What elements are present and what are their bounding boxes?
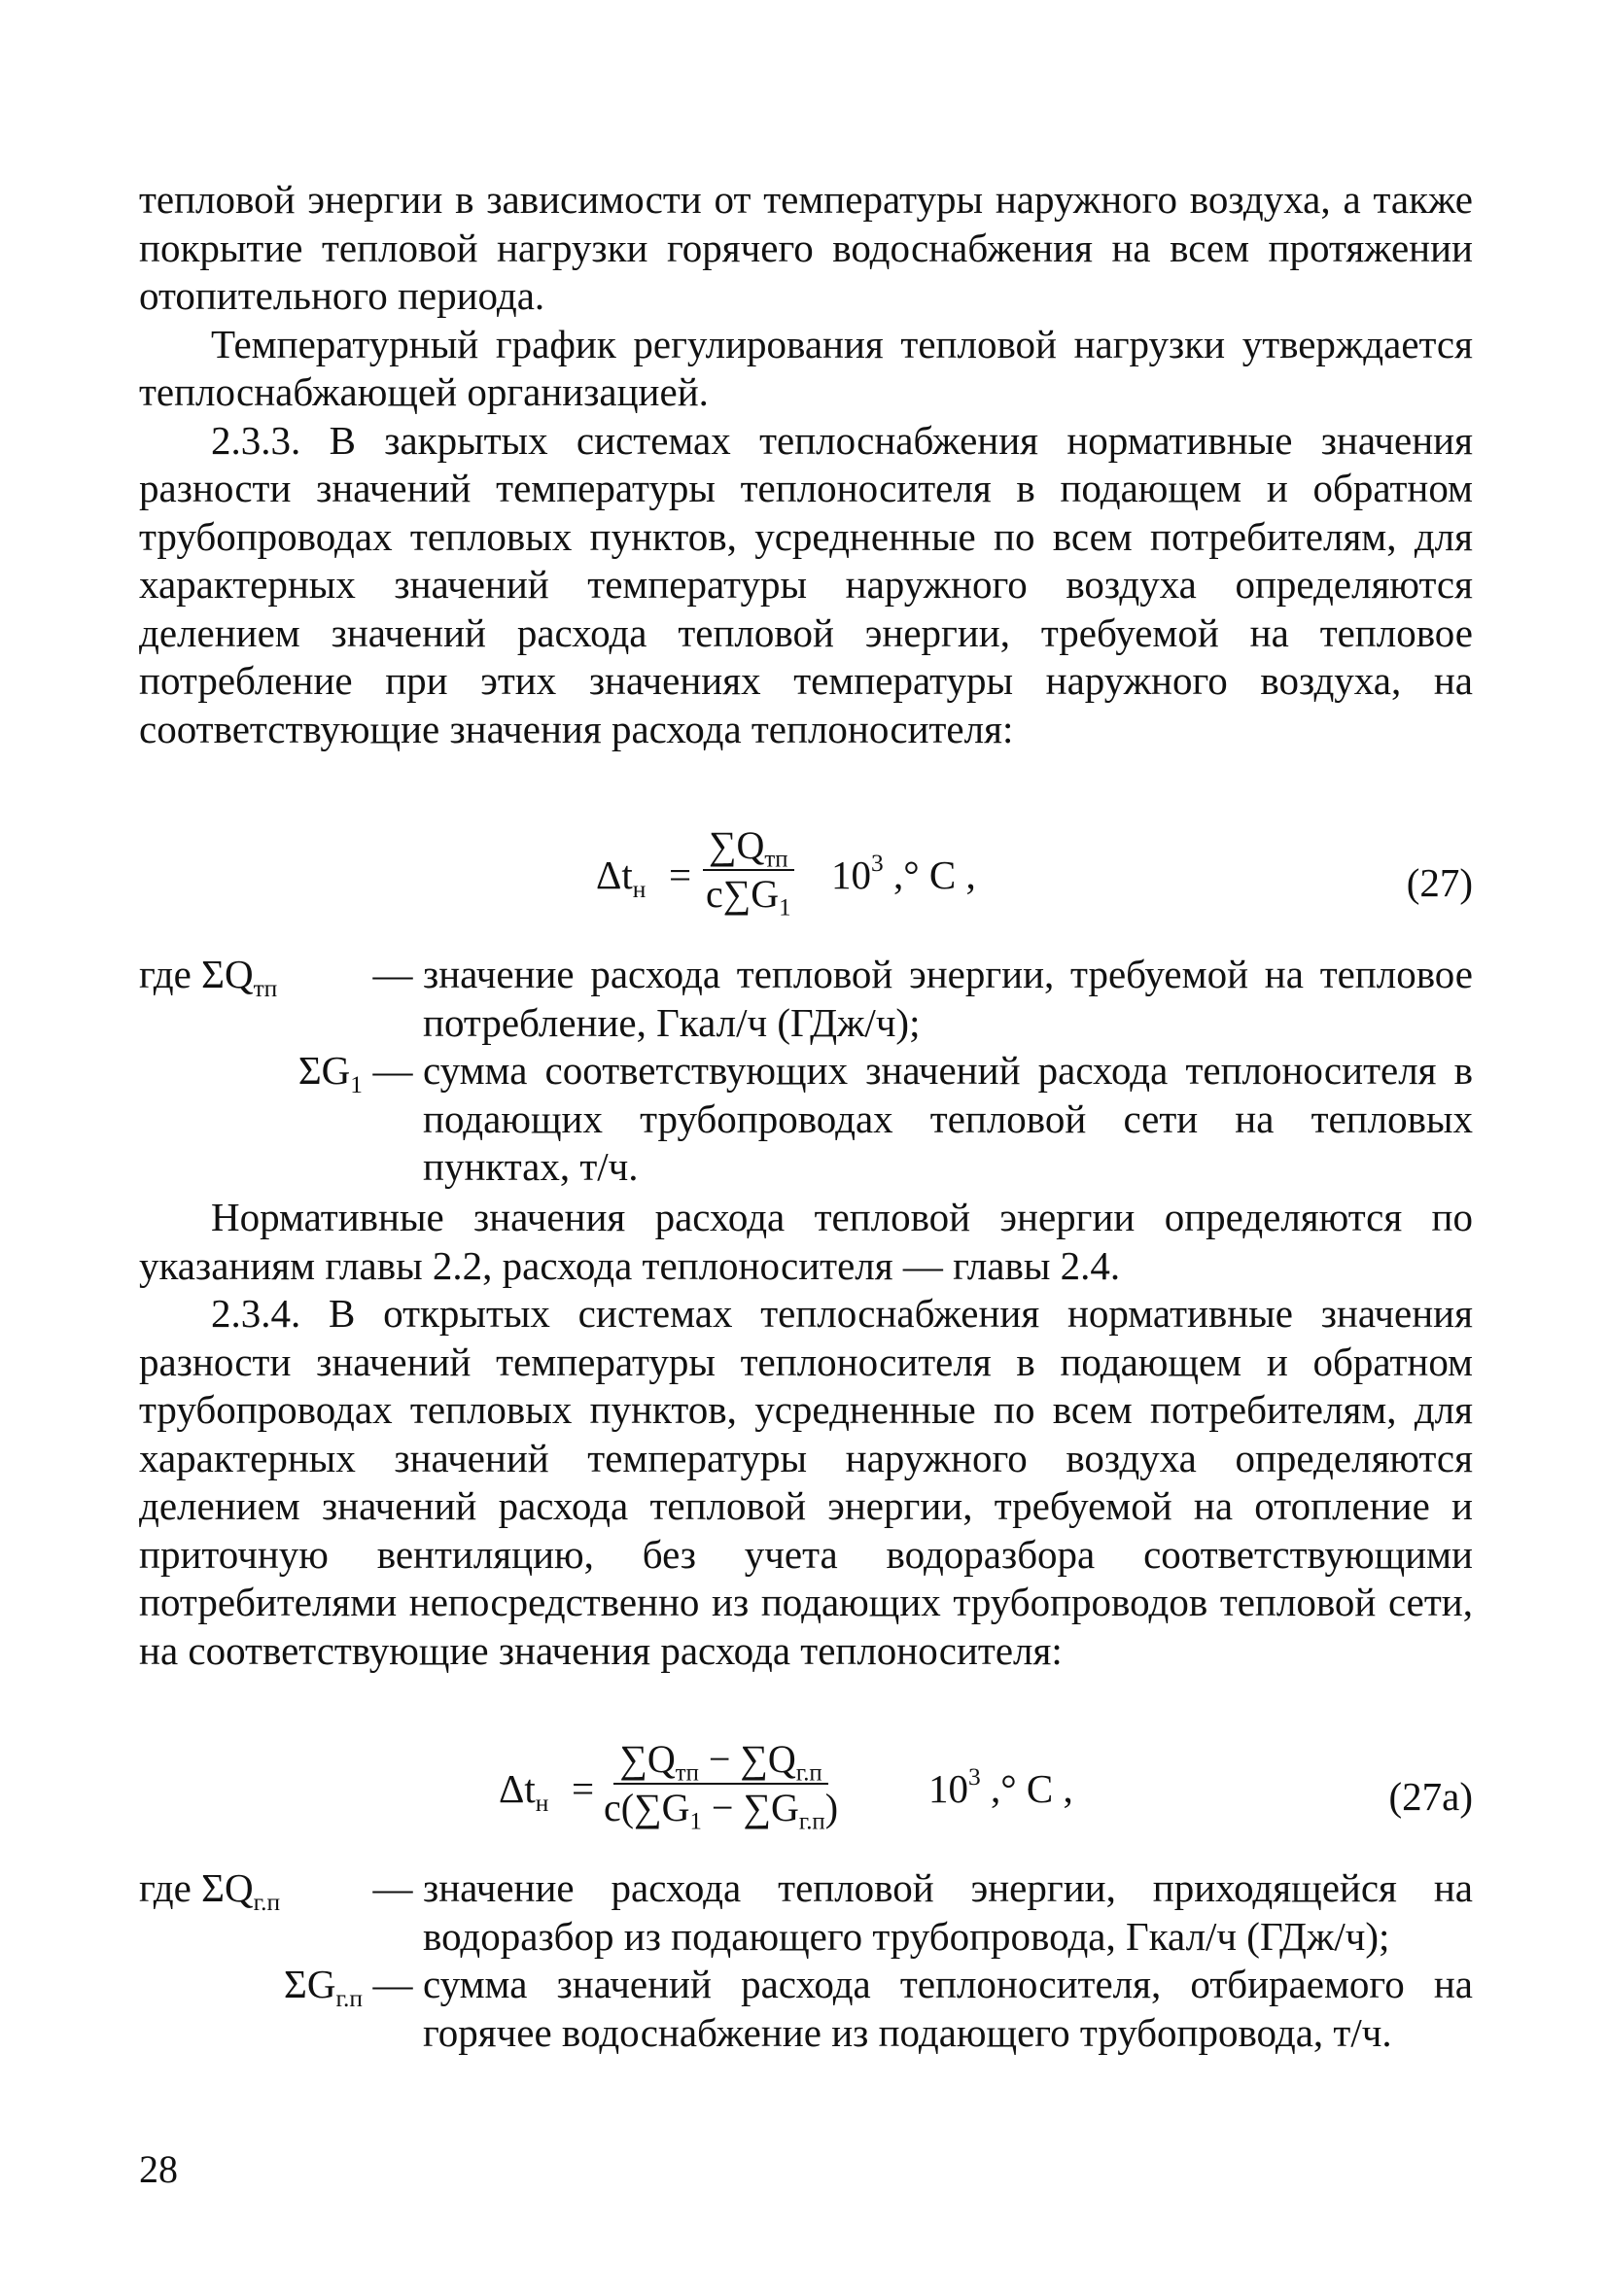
legend-27a-row-1 bbox=[139, 1864, 1473, 1961]
page-number: 28 bbox=[139, 2147, 178, 2191]
legend-27-row-1 bbox=[139, 951, 1473, 1047]
formula-27 bbox=[139, 824, 1473, 931]
paragraph-5: 2.3.4. В открытых системах теплоснабжения нормативные значения разности значений температуры теплоносителя в подающем и обратном трубопроводах тепловых пунктов, усредненные по всем потребителям, для характерных значений температуры наружного воздуха определяются делением значений расхода тепловой энергии, требуемой на отопление и приточную вентиляцию, без учета водоразбора соответствующими потребителями непосредственно из подающих трубопроводов тепловой сети, на соответствующие значения расхода теплоносителя: bbox=[139, 1291, 1473, 1673]
formula-27-lhs: $\Delta t_н$ bbox=[596, 852, 647, 903]
legend-27-dash-2: — bbox=[372, 1048, 413, 1093]
formula-27-equals: = bbox=[669, 852, 692, 897]
formula-27-denominator: $c\sum G_1$ bbox=[705, 872, 791, 922]
paragraph-1: тепловой энергии в зависимости от температуры наружного воздуха, а также покрытие тепловой нагрузки горячего водоснабжения на всем протяжении отопительного периода. bbox=[139, 177, 1473, 318]
paragraph-4: Нормативные значения расхода тепловой энергии определяются по указаниям главы 2.2, расхода теплоносителя — главы 2.4. bbox=[139, 1195, 1473, 1288]
legend-27-symbol-2: $\Sigma G_1$ bbox=[297, 1048, 363, 1098]
legend-27-desc-1: значение расхода тепловой энергии, требуемой на тепловое потребление, Гкал/ч (ГДж/ч); bbox=[423, 952, 1473, 1045]
legend-27 bbox=[139, 951, 1473, 1192]
formula-27a-lhs: $\Delta t_н$ bbox=[499, 1766, 549, 1817]
legend-27a-desc-1: значение расхода тепловой энергии, приходящейся на водоразбор из подающего трубопровода, Гкал/ч (ГДж/ч); bbox=[423, 1865, 1473, 1959]
legend-27a-desc-2: сумма значений расхода теплоносителя, отбираемого на горячее водоснабжение из подающего трубопровода, т/ч. bbox=[423, 1962, 1473, 2055]
legend-27-row-2 bbox=[139, 1047, 1473, 1192]
formula-27a-number: (27а) bbox=[1388, 1774, 1473, 1819]
text-block-top bbox=[139, 176, 1473, 753]
legend-27a-row-2 bbox=[139, 1961, 1473, 2057]
text-block-middle bbox=[139, 1194, 1473, 1675]
legend-27a-dash-1: — bbox=[372, 1865, 413, 1910]
legend-27a bbox=[139, 1864, 1473, 2057]
formula-27a-tail: $10^3$ ,° С , bbox=[928, 1763, 1073, 1811]
legend-27-symbol-1: где $\Sigma Q_{тп}$ bbox=[139, 952, 278, 1002]
formula-27a-denominator: $c(\sum G_1 - \sum G_{г.п})$ bbox=[604, 1786, 839, 1835]
paragraph-2: Температурный график регулирования тепловой нагрузки утверждается теплоснабжающей организацией. bbox=[139, 321, 1473, 414]
formula-27-tail: $10^3$ ,° С , bbox=[831, 850, 976, 897]
formula-27a-numerator: $\sum Q_{тп} - \sum Q_{г.п}$ bbox=[613, 1738, 827, 1785]
formula-27-number: (27) bbox=[1406, 860, 1473, 905]
paragraph-3: 2.3.3. В закрытых системах теплоснабжения нормативные значения разности значений температуры теплоносителя в подающем и обратном трубопроводах тепловых пунктов, усредненные по всем потребителям, для характерных значений температуры наружного воздуха определяются делением значений расхода тепловой энергии, требуемой на тепловое потребление при этих значениях температуры наружного воздуха, на соответствующие значения расхода теплоносителя: bbox=[139, 417, 1473, 751]
legend-27-desc-2: сумма соответствующих значений расхода теплоносителя в подающих трубопроводах тепловой сети на тепловых пунктах, т/ч. bbox=[423, 1048, 1473, 1189]
legend-27a-dash-2: — bbox=[372, 1962, 413, 2006]
formula-27a bbox=[139, 1738, 1473, 1845]
legend-27a-symbol-2: $\Sigma G_{г.п}$ bbox=[284, 1962, 363, 2012]
formula-27a-equals: = bbox=[572, 1766, 595, 1811]
formula-27a-fraction bbox=[604, 1737, 839, 1835]
legend-27a-symbol-1: где $\Sigma Q_{г.п}$ bbox=[139, 1865, 281, 1916]
formula-27-fraction bbox=[703, 823, 794, 922]
legend-27-dash-1: — bbox=[372, 952, 413, 996]
formula-27-numerator: $\sum Q_{тп}$ bbox=[703, 824, 794, 871]
